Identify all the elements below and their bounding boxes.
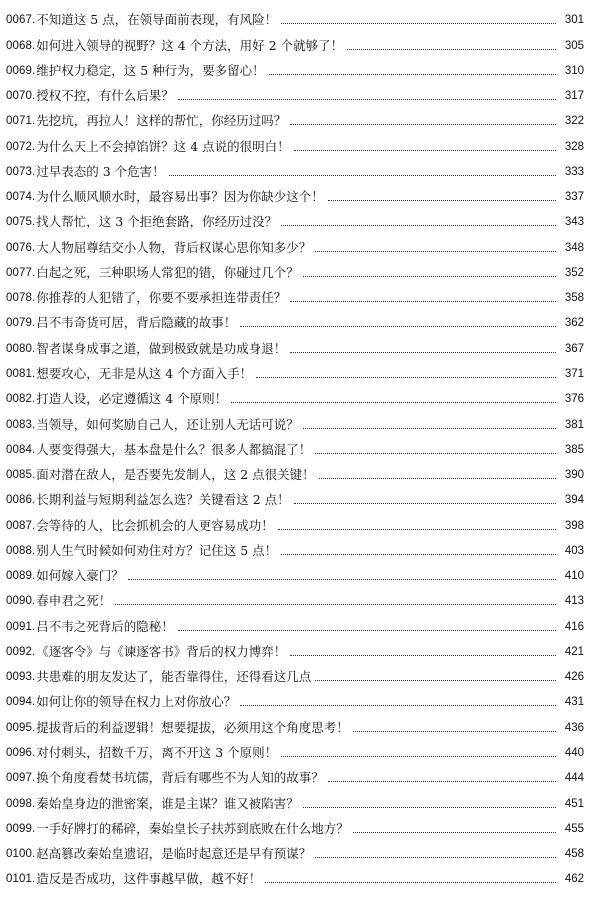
dot-leader [303, 276, 556, 277]
toc-entry-page-number: 371 [564, 367, 584, 380]
toc-entry[interactable] [6, 684, 584, 709]
toc-entry-page-number: 421 [564, 645, 584, 658]
toc-entry-title: 找人帮忙，这 3 个拒绝套路，你经历过没？ [36, 215, 278, 230]
toc-entry-number: 0068. [6, 39, 36, 52]
toc-entry[interactable] [6, 811, 584, 836]
toc-entry[interactable] [6, 583, 584, 608]
toc-entry-title: 如何进入领导的视野？这 4 个方法，用好 2 个就够了！ [36, 38, 344, 53]
toc-entry-number: 0067. [6, 14, 36, 27]
toc-entry-number: 0077. [6, 266, 36, 279]
dot-leader [315, 857, 556, 858]
toc-entry-number: 0070. [6, 90, 36, 103]
toc-entry-page-number: 322 [564, 115, 584, 128]
toc-entry-page-number: 337 [564, 191, 584, 204]
dot-leader [128, 579, 556, 580]
toc-entry-number: 0071. [6, 115, 36, 128]
dot-leader [290, 655, 556, 656]
toc-entry-title: 长期利益与短期利益怎么选？关键看这 2 点！ [36, 493, 290, 508]
dot-leader [178, 630, 556, 631]
toc-entry-title: 对付刺头，招数千万，离不开这 3 个原则！ [36, 745, 278, 760]
toc-entry-page-number: 385 [564, 443, 584, 456]
toc-entry-title: 授权不控，有什么后果？ [36, 89, 174, 104]
toc-entry-number: 0093. [6, 671, 36, 684]
toc-entry-number: 0084. [6, 443, 36, 456]
toc-entry-number: 0074. [6, 191, 36, 204]
dot-leader [115, 604, 556, 605]
toc-entry[interactable] [6, 53, 584, 78]
dot-leader [290, 352, 556, 353]
toc-entry-title: 为什么天上不会掉馅饼？这 4 点说的很明白！ [36, 139, 290, 154]
toc-entry-title: 共患难的朋友发达了，能否靠得住，还得看这几点 [36, 670, 312, 685]
toc-entry-page-number: 328 [564, 140, 584, 153]
toc-entry[interactable] [6, 330, 584, 355]
table-of-contents [6, 2, 584, 886]
toc-entry[interactable] [6, 558, 584, 583]
toc-entry[interactable] [6, 659, 584, 684]
toc-entry[interactable] [6, 735, 584, 760]
toc-entry-number: 0098. [6, 797, 36, 810]
dot-leader [256, 377, 556, 378]
toc-entry-number: 0089. [6, 570, 36, 583]
toc-entry-title: 白起之死，三种职场人常犯的错，你碰过几个？ [36, 265, 299, 280]
toc-entry-page-number: 403 [564, 544, 584, 557]
toc-entry-number: 0090. [6, 595, 36, 608]
toc-entry[interactable] [6, 255, 584, 280]
toc-entry-number: 0096. [6, 746, 36, 759]
toc-entry-number: 0088. [6, 544, 36, 557]
toc-entry-title: 维护权力稳定，这 5 种行为，要多留心！ [36, 63, 265, 78]
toc-entry[interactable] [6, 861, 584, 886]
toc-entry-number: 0097. [6, 772, 36, 785]
toc-entry-page-number: 462 [564, 873, 584, 886]
toc-entry-page-number: 348 [564, 241, 584, 254]
toc-entry-title: 提拔背后的利益逻辑！想要提拔，必须用这个角度思考！ [36, 720, 349, 735]
toc-entry[interactable] [6, 482, 584, 507]
dot-leader [231, 402, 556, 403]
dot-leader [353, 731, 556, 732]
toc-entry-title: 如何嫁入豪门？ [36, 569, 124, 584]
toc-entry-page-number: 458 [564, 848, 584, 861]
toc-entry-number: 0094. [6, 696, 36, 709]
dot-leader [278, 529, 556, 530]
toc-entry-title: 赵高篡改秦始皇遗诏，是临时起意还是早有预谋？ [36, 847, 312, 862]
toc-entry-number: 0078. [6, 292, 36, 305]
toc-entry-number: 0072. [6, 140, 36, 153]
toc-entry-title: 人要变得强大，基本盘是什么？很多人都搞混了！ [36, 442, 312, 457]
toc-entry[interactable] [6, 128, 584, 153]
toc-entry[interactable] [6, 457, 584, 482]
dot-leader [281, 756, 556, 757]
toc-entry-page-number: 455 [564, 822, 584, 835]
toc-entry-title: 别人生气时候如何劝住对方？记住这 5 点！ [36, 543, 278, 558]
toc-entry-page-number: 305 [564, 39, 584, 52]
toc-entry-title: 大人物屈尊结交小人物，背后权谋心思你知多少？ [36, 240, 312, 255]
toc-entry-page-number: 367 [564, 342, 584, 355]
dot-leader [315, 251, 556, 252]
toc-entry-number: 0079. [6, 317, 36, 330]
dot-leader [353, 832, 556, 833]
toc-entry[interactable] [6, 785, 584, 810]
dot-leader [269, 74, 556, 75]
toc-entry-title: 秦始皇身边的泄密案，谁是主谋？谁又被陷害？ [36, 796, 299, 811]
dot-leader [303, 807, 556, 808]
toc-entry-page-number: 410 [564, 570, 584, 583]
toc-entry[interactable] [6, 836, 584, 861]
dot-leader [290, 124, 556, 125]
toc-entry[interactable] [6, 154, 584, 179]
toc-entry-page-number: 398 [564, 519, 584, 532]
toc-entry-number: 0085. [6, 469, 36, 482]
toc-entry[interactable] [6, 229, 584, 254]
toc-entry[interactable] [6, 305, 584, 330]
toc-entry-number: 0073. [6, 165, 36, 178]
toc-entry[interactable] [6, 533, 584, 558]
toc-entry-page-number: 301 [564, 14, 584, 27]
toc-entry-number: 0092. [6, 645, 36, 658]
toc-entry-page-number: 358 [564, 292, 584, 305]
toc-entry-title: 你推荐的人犯错了，你要不要承担连带责任？ [36, 291, 287, 306]
toc-entry-number: 0091. [6, 620, 36, 633]
toc-entry-page-number: 390 [564, 469, 584, 482]
dot-leader [281, 23, 556, 24]
toc-entry[interactable] [6, 406, 584, 431]
toc-entry-title: 为什么顺风顺水时，最容易出事？因为你缺少这个！ [36, 190, 324, 205]
toc-entry-page-number: 426 [564, 671, 584, 684]
toc-entry-title: 智者谋身成事之道，做到极致就是功成身退！ [36, 341, 287, 356]
toc-entry[interactable] [6, 280, 584, 305]
toc-entry-title: 想要攻心，无非是从这 4 个方面入手！ [36, 366, 253, 381]
dot-leader [294, 150, 556, 151]
toc-entry-title: 春申君之死！ [36, 594, 112, 609]
toc-entry[interactable] [6, 507, 584, 532]
toc-entry-number: 0080. [6, 342, 36, 355]
toc-entry-page-number: 310 [564, 64, 584, 77]
toc-entry-page-number: 444 [564, 772, 584, 785]
toc-entry[interactable] [6, 27, 584, 52]
dot-leader [281, 225, 556, 226]
toc-entry[interactable] [6, 204, 584, 229]
dot-leader [178, 99, 556, 100]
toc-entry-title: 打造人设，必定遵循这 4 个原则！ [36, 392, 228, 407]
toc-entry[interactable] [6, 709, 584, 734]
toc-entry-title: 当领导，如何奖励自己人，还让别人无话可说？ [36, 417, 299, 432]
toc-entry-page-number: 440 [564, 746, 584, 759]
toc-entry-title: 会等待的人，比会抓机会的人更容易成功！ [36, 518, 274, 533]
toc-entry-number: 0081. [6, 367, 36, 380]
toc-entry[interactable] [6, 179, 584, 204]
toc-entry-number: 0083. [6, 418, 36, 431]
toc-entry-title: 一手好牌打的稀碎，秦始皇长子扶苏到底败在什么地方？ [36, 821, 349, 836]
toc-entry[interactable] [6, 78, 584, 103]
dot-leader [315, 453, 556, 454]
toc-entry-number: 0082. [6, 393, 36, 406]
dot-leader [328, 200, 556, 201]
dot-leader [240, 705, 556, 706]
toc-entry-number: 0101. [6, 873, 36, 886]
toc-entry-number: 0086. [6, 494, 36, 507]
toc-entry[interactable] [6, 356, 584, 381]
toc-entry-title: 《逐客令》与《谏逐客书》背后的权力博弈！ [36, 644, 287, 659]
dot-leader [281, 554, 556, 555]
toc-entry[interactable] [6, 103, 584, 128]
toc-entry-title: 不知道这 5 点，在领导面前表现，有风险！ [36, 13, 278, 28]
toc-entry-title: 先挖坑，再拉人！这样的帮忙，你经历过吗？ [36, 114, 287, 129]
toc-entry-title: 换个角度看焚书坑儒，背后有哪些不为人知的故事？ [36, 771, 324, 786]
dot-leader [240, 326, 556, 327]
toc-entry[interactable] [6, 2, 584, 27]
toc-entry-page-number: 362 [564, 317, 584, 330]
toc-entry-title: 面对潜在敌人，是否要先发制人，这 2 点很关键！ [36, 468, 315, 483]
dot-leader [294, 503, 556, 504]
toc-entry-number: 0095. [6, 721, 36, 734]
toc-entry-page-number: 381 [564, 418, 584, 431]
toc-entry-title: 过早表态的 3 个危害！ [36, 164, 165, 179]
toc-entry-page-number: 333 [564, 165, 584, 178]
toc-entry-page-number: 413 [564, 595, 584, 608]
toc-entry-page-number: 352 [564, 266, 584, 279]
toc-entry[interactable] [6, 432, 584, 457]
toc-entry-page-number: 431 [564, 696, 584, 709]
toc-entry-page-number: 451 [564, 797, 584, 810]
toc-entry-number: 0069. [6, 64, 36, 77]
toc-entry[interactable] [6, 608, 584, 633]
toc-entry[interactable] [6, 381, 584, 406]
dot-leader [328, 781, 556, 782]
dot-leader [169, 175, 556, 176]
toc-entry-title: 吕不韦之死背后的隐秘！ [36, 619, 174, 634]
toc-entry-page-number: 436 [564, 721, 584, 734]
toc-entry-number: 0087. [6, 519, 36, 532]
toc-entry-number: 0076. [6, 241, 36, 254]
toc-entry-title: 造反是否成功，这件事越早做，越不好！ [36, 872, 262, 887]
toc-entry-page-number: 394 [564, 494, 584, 507]
toc-entry-title: 如何让你的领导在权力上对你放心？ [36, 695, 237, 710]
dot-leader [265, 882, 556, 883]
toc-entry-number: 0099. [6, 822, 36, 835]
dot-leader [290, 301, 556, 302]
toc-entry-page-number: 376 [564, 393, 584, 406]
toc-entry-number: 0100. [6, 848, 36, 861]
dot-leader [315, 680, 556, 681]
dot-leader [347, 49, 556, 50]
toc-entry-page-number: 317 [564, 90, 584, 103]
toc-entry-page-number: 343 [564, 216, 584, 229]
dot-leader [303, 428, 556, 429]
toc-entry[interactable] [6, 760, 584, 785]
toc-entry-page-number: 416 [564, 620, 584, 633]
dot-leader [319, 478, 556, 479]
toc-entry-title: 吕不韦奇货可居，背后隐藏的故事！ [36, 316, 237, 331]
toc-entry-number: 0075. [6, 216, 36, 229]
toc-entry[interactable] [6, 634, 584, 659]
